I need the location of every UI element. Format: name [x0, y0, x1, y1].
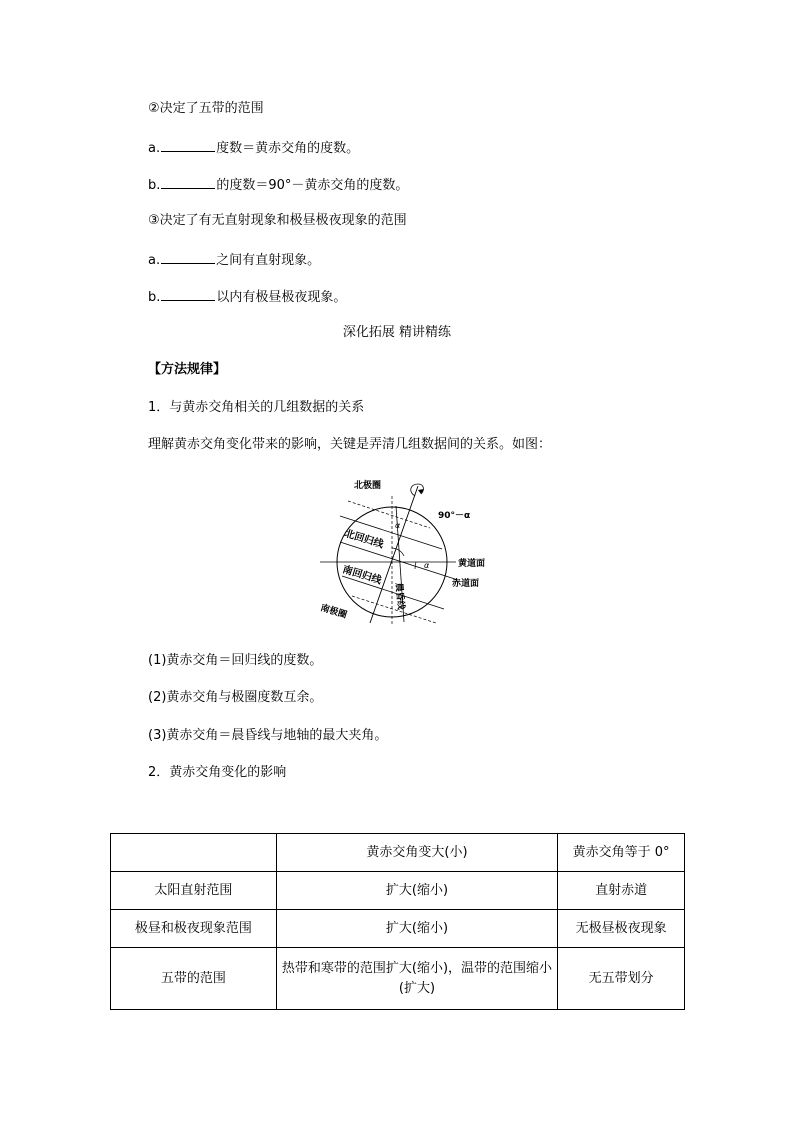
- table-header-cell: 黄赤交角等于 0°: [558, 834, 685, 872]
- point-direct-sun: ③决定了有无直射现象和极昼极夜现象的范围: [148, 213, 407, 228]
- label-terminator: 晨昏线: [393, 582, 406, 611]
- table-cell: 五带的范围: [111, 948, 277, 1010]
- table-cell: 无五带划分: [558, 948, 685, 1010]
- point-1: (1)黄赤交角＝回归线的度数。: [148, 653, 323, 668]
- arctic-circle-line: [348, 501, 430, 528]
- table-cell: 热带和寒带的范围扩大(缩小)，温带的范围缩小(扩大): [276, 948, 558, 1010]
- label-tropic-south: 南回归线: [341, 564, 383, 587]
- answer-blank[interactable]: [161, 176, 215, 189]
- table-cell: 直射赤道: [558, 872, 685, 910]
- label-equator-plane: 赤道面: [452, 579, 480, 589]
- fill-text: 以内有极昼极夜现象。: [216, 290, 347, 305]
- fill-line-a1: [148, 139, 359, 157]
- table-header-cell: [111, 834, 277, 872]
- answer-blank[interactable]: [161, 139, 215, 152]
- fill-text: 的度数＝90°－黄赤交角的度数。: [216, 178, 409, 193]
- table-header-cell: 黄赤交角变大(小): [276, 834, 558, 872]
- sub-heading-1: 1．与黄赤交角相关的几组数据的关系: [148, 400, 365, 415]
- fill-prefix: a.: [148, 141, 161, 156]
- method-heading: 【方法规律】: [148, 362, 227, 377]
- answer-blank[interactable]: [161, 251, 215, 264]
- label-alpha-top: α: [395, 521, 401, 530]
- point-five-zones: ②决定了五带的范围: [148, 101, 264, 116]
- table-cell: 极昼和极夜现象范围: [111, 910, 277, 948]
- ecliptic-diagram: [312, 476, 492, 626]
- table-row: [111, 910, 685, 948]
- table-header-row: [111, 834, 685, 872]
- sub-heading-2: 2．黄赤交角变化的影响: [148, 765, 287, 780]
- table-row: [111, 872, 685, 910]
- section-title: 深化拓展 精讲精练: [342, 325, 452, 340]
- point-2: (2)黄赤交角与极圈度数互余。: [148, 690, 323, 705]
- fill-line-b2: [148, 288, 346, 306]
- label-north-polar: 北极圈: [354, 481, 382, 491]
- label-south-polar: 南极圈: [319, 603, 348, 621]
- impact-table: [110, 833, 685, 1010]
- answer-blank[interactable]: [161, 288, 215, 301]
- table-cell: 无极昼极夜现象: [558, 910, 685, 948]
- table-cell: 太阳直射范围: [111, 872, 277, 910]
- label-alpha-right: α: [424, 561, 430, 570]
- point-3: (3)黄赤交角＝晨昏线与地轴的最大夹角。: [148, 728, 388, 743]
- label-angle-complement: 90°－α: [438, 511, 471, 521]
- fill-text: 之间有直射现象。: [216, 253, 321, 268]
- fill-prefix: b.: [148, 290, 161, 305]
- fill-text: 度数＝黄赤交角的度数。: [216, 141, 360, 156]
- intro-text: 理解黄赤交角变化带来的影响，关键是弄清几组数据间的关系。如图：: [148, 437, 552, 452]
- label-ecliptic: 黄道面: [458, 559, 486, 569]
- fill-line-b1: [148, 176, 408, 194]
- table-row: [111, 948, 685, 1010]
- table-cell: 扩大(缩小): [276, 910, 558, 948]
- fill-line-a2: [148, 251, 320, 269]
- fill-prefix: b.: [148, 178, 161, 193]
- fill-prefix: a.: [148, 253, 161, 268]
- table-cell: 扩大(缩小): [276, 872, 558, 910]
- angle-arc-right: [415, 562, 416, 569]
- label-tropic-north: 北回归线: [343, 528, 385, 551]
